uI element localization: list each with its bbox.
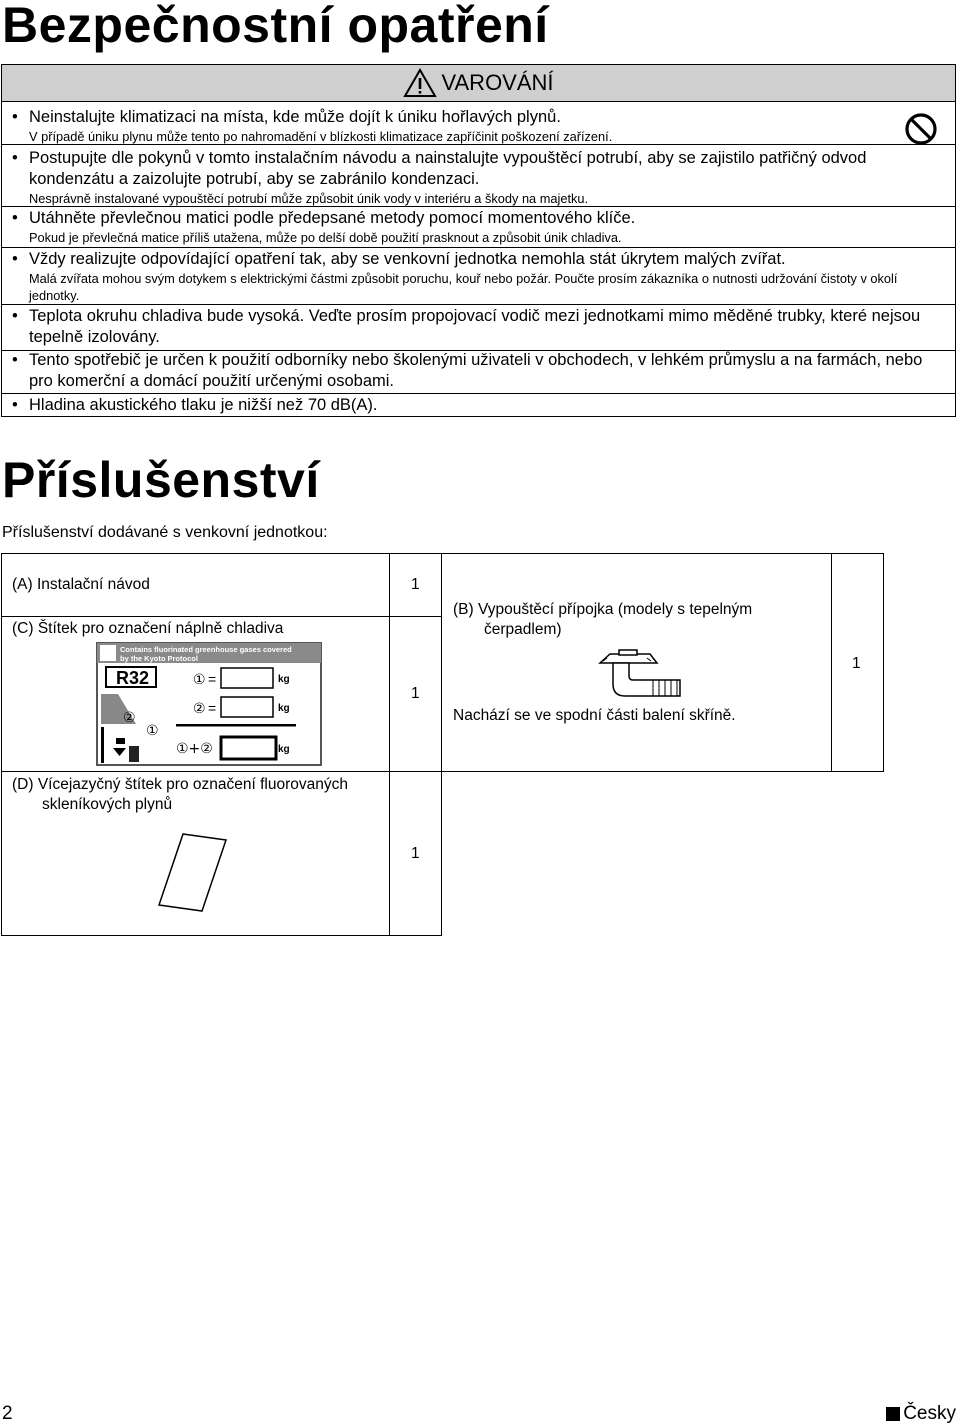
divider xyxy=(2,247,955,248)
language-label: Česky xyxy=(903,1403,956,1424)
warning-item xyxy=(12,148,942,207)
warning-item-text: Tento spotřebič je určen k použití odborníky nebo školenými uživateli v obchodech, v lehkém průmyslu a na farmách, nebo pro komerční a domácí použití určenými osobami. xyxy=(29,351,923,390)
equals-text: = xyxy=(208,671,217,687)
warning-item xyxy=(12,208,942,246)
warning-item-subtext: Malá zvířata mohou svým dotykem s elektrickými částmi způsobit poruchu, kouř nebo požár. Poučte prosím zákazníka o nutnosti udržování čistoty v okolí jednotky. xyxy=(29,271,898,303)
accessory-c-label: (C) Štítek pro označení náplně chladiva xyxy=(12,620,284,637)
page-title: Bezpečnostní opatření xyxy=(2,0,549,53)
warning-box xyxy=(1,64,956,417)
bullet: • xyxy=(12,250,18,268)
unit-text: kg xyxy=(278,703,290,714)
refrigerant-label-illustration xyxy=(96,642,326,768)
bullet: • xyxy=(12,209,18,227)
accessories-intro: Příslušenství dodávané s venkovní jednotkou: xyxy=(2,524,328,541)
warning-item xyxy=(12,350,942,392)
bullet: • xyxy=(12,396,18,414)
warning-item-text: Vždy realizujte odpovídající opatření tak, aby se venkovní jednotka nemohla stát úkrytem malých zvířat. xyxy=(29,250,786,268)
warning-item-text: Hladina akustického tlaku je nižší než 70 dB(A). xyxy=(29,396,378,414)
accessory-b-label xyxy=(453,600,793,640)
accessory-d-qty: 1 xyxy=(411,845,420,862)
warning-item xyxy=(12,107,942,145)
unit-text: kg xyxy=(278,674,290,685)
fluorinated-gas-label-illustration xyxy=(158,833,228,913)
circle-2-text: ② xyxy=(123,710,136,726)
divider xyxy=(2,393,955,394)
accessory-a-qty: 1 xyxy=(411,576,420,593)
warning-item-subtext: Pokud je převlečná matice příliš utažena, může po delší době použití prasknout a způsobit únik chladiva. xyxy=(29,230,622,245)
warning-item-text: Teplota okruhu chladiva bude vysoká. Veďte prosím propojovací vodič mezi jednotkami mimo měděné trubky, které nejsou tepelně izolovány. xyxy=(29,307,921,346)
warning-title: VAROVÁNÍ xyxy=(441,70,554,95)
label-refrigerant: R32 xyxy=(116,668,150,688)
square-bullet-icon xyxy=(886,1407,900,1421)
accessory-c-qty: 1 xyxy=(411,685,420,702)
label-text-line2: by the Kyoto Protocol xyxy=(120,654,198,663)
warning-item-subtext: V případě úniku plynu může tento po nahromadění v blízkosti klimatizace zapříčinit poškození zařízení. xyxy=(29,129,613,144)
section-title: Příslušenství xyxy=(2,452,320,508)
accessory-a-label: (A) Instalační návod xyxy=(12,576,150,593)
drain-socket-illustration xyxy=(595,648,685,708)
warning-item xyxy=(12,395,942,416)
equals-text: = xyxy=(208,700,217,716)
bullet: • xyxy=(12,307,18,325)
accessory-d-label: (D) Vícejazyčný štítek pro označení fluorovaných skleníkových plynů xyxy=(12,776,348,813)
warning-triangle-icon xyxy=(403,68,437,98)
warning-item-text: Neinstalujte klimatizaci na místa, kde může dojít k úniku hořlavých plynů. xyxy=(29,108,561,126)
warning-item-text: Utáhněte převlečnou matici podle předepsané metody pomocí momentového klíče. xyxy=(29,209,636,227)
divider xyxy=(2,206,955,207)
label-text-line1: Contains fluorinated greenhouse gases covered xyxy=(120,645,292,654)
warning-item-subtext: Nesprávně instalované vypouštěcí potrubí může způsobit únik vody v interiéru a škody na majetku. xyxy=(29,191,589,206)
bullet: • xyxy=(12,108,18,126)
circle-1-text: ① xyxy=(146,723,159,739)
circle-2-text: ② xyxy=(193,701,206,717)
divider xyxy=(2,144,955,145)
warning-header xyxy=(2,65,955,102)
page-number: 2 xyxy=(2,1403,13,1424)
circle-1-text: ① xyxy=(193,672,206,688)
bullet: • xyxy=(12,351,18,369)
accessory-b-note: Nachází se ve spodní části balení skříně. xyxy=(453,707,736,724)
divider xyxy=(2,304,955,305)
accessory-b-label-text: (B) Vypouštěcí přípojka (modely s tepelným čerpadlem) xyxy=(453,601,753,638)
bullet: • xyxy=(12,149,18,167)
language-footer xyxy=(886,1403,956,1425)
unit-text: kg xyxy=(278,744,290,755)
warning-item xyxy=(12,306,942,348)
warning-item xyxy=(12,249,942,304)
accessory-b-qty: 1 xyxy=(852,655,861,672)
warning-item-text: Postupujte dle pokynů v tomto instalačním návodu a nainstalujte vypouštěcí potrubí, aby se zajistilo patřičný odvod kondenzátu a zaizolujte potrubí, aby se zabránilo kondenzaci. xyxy=(29,149,867,188)
circle-1-plus-2-text: ①+② xyxy=(176,741,213,757)
